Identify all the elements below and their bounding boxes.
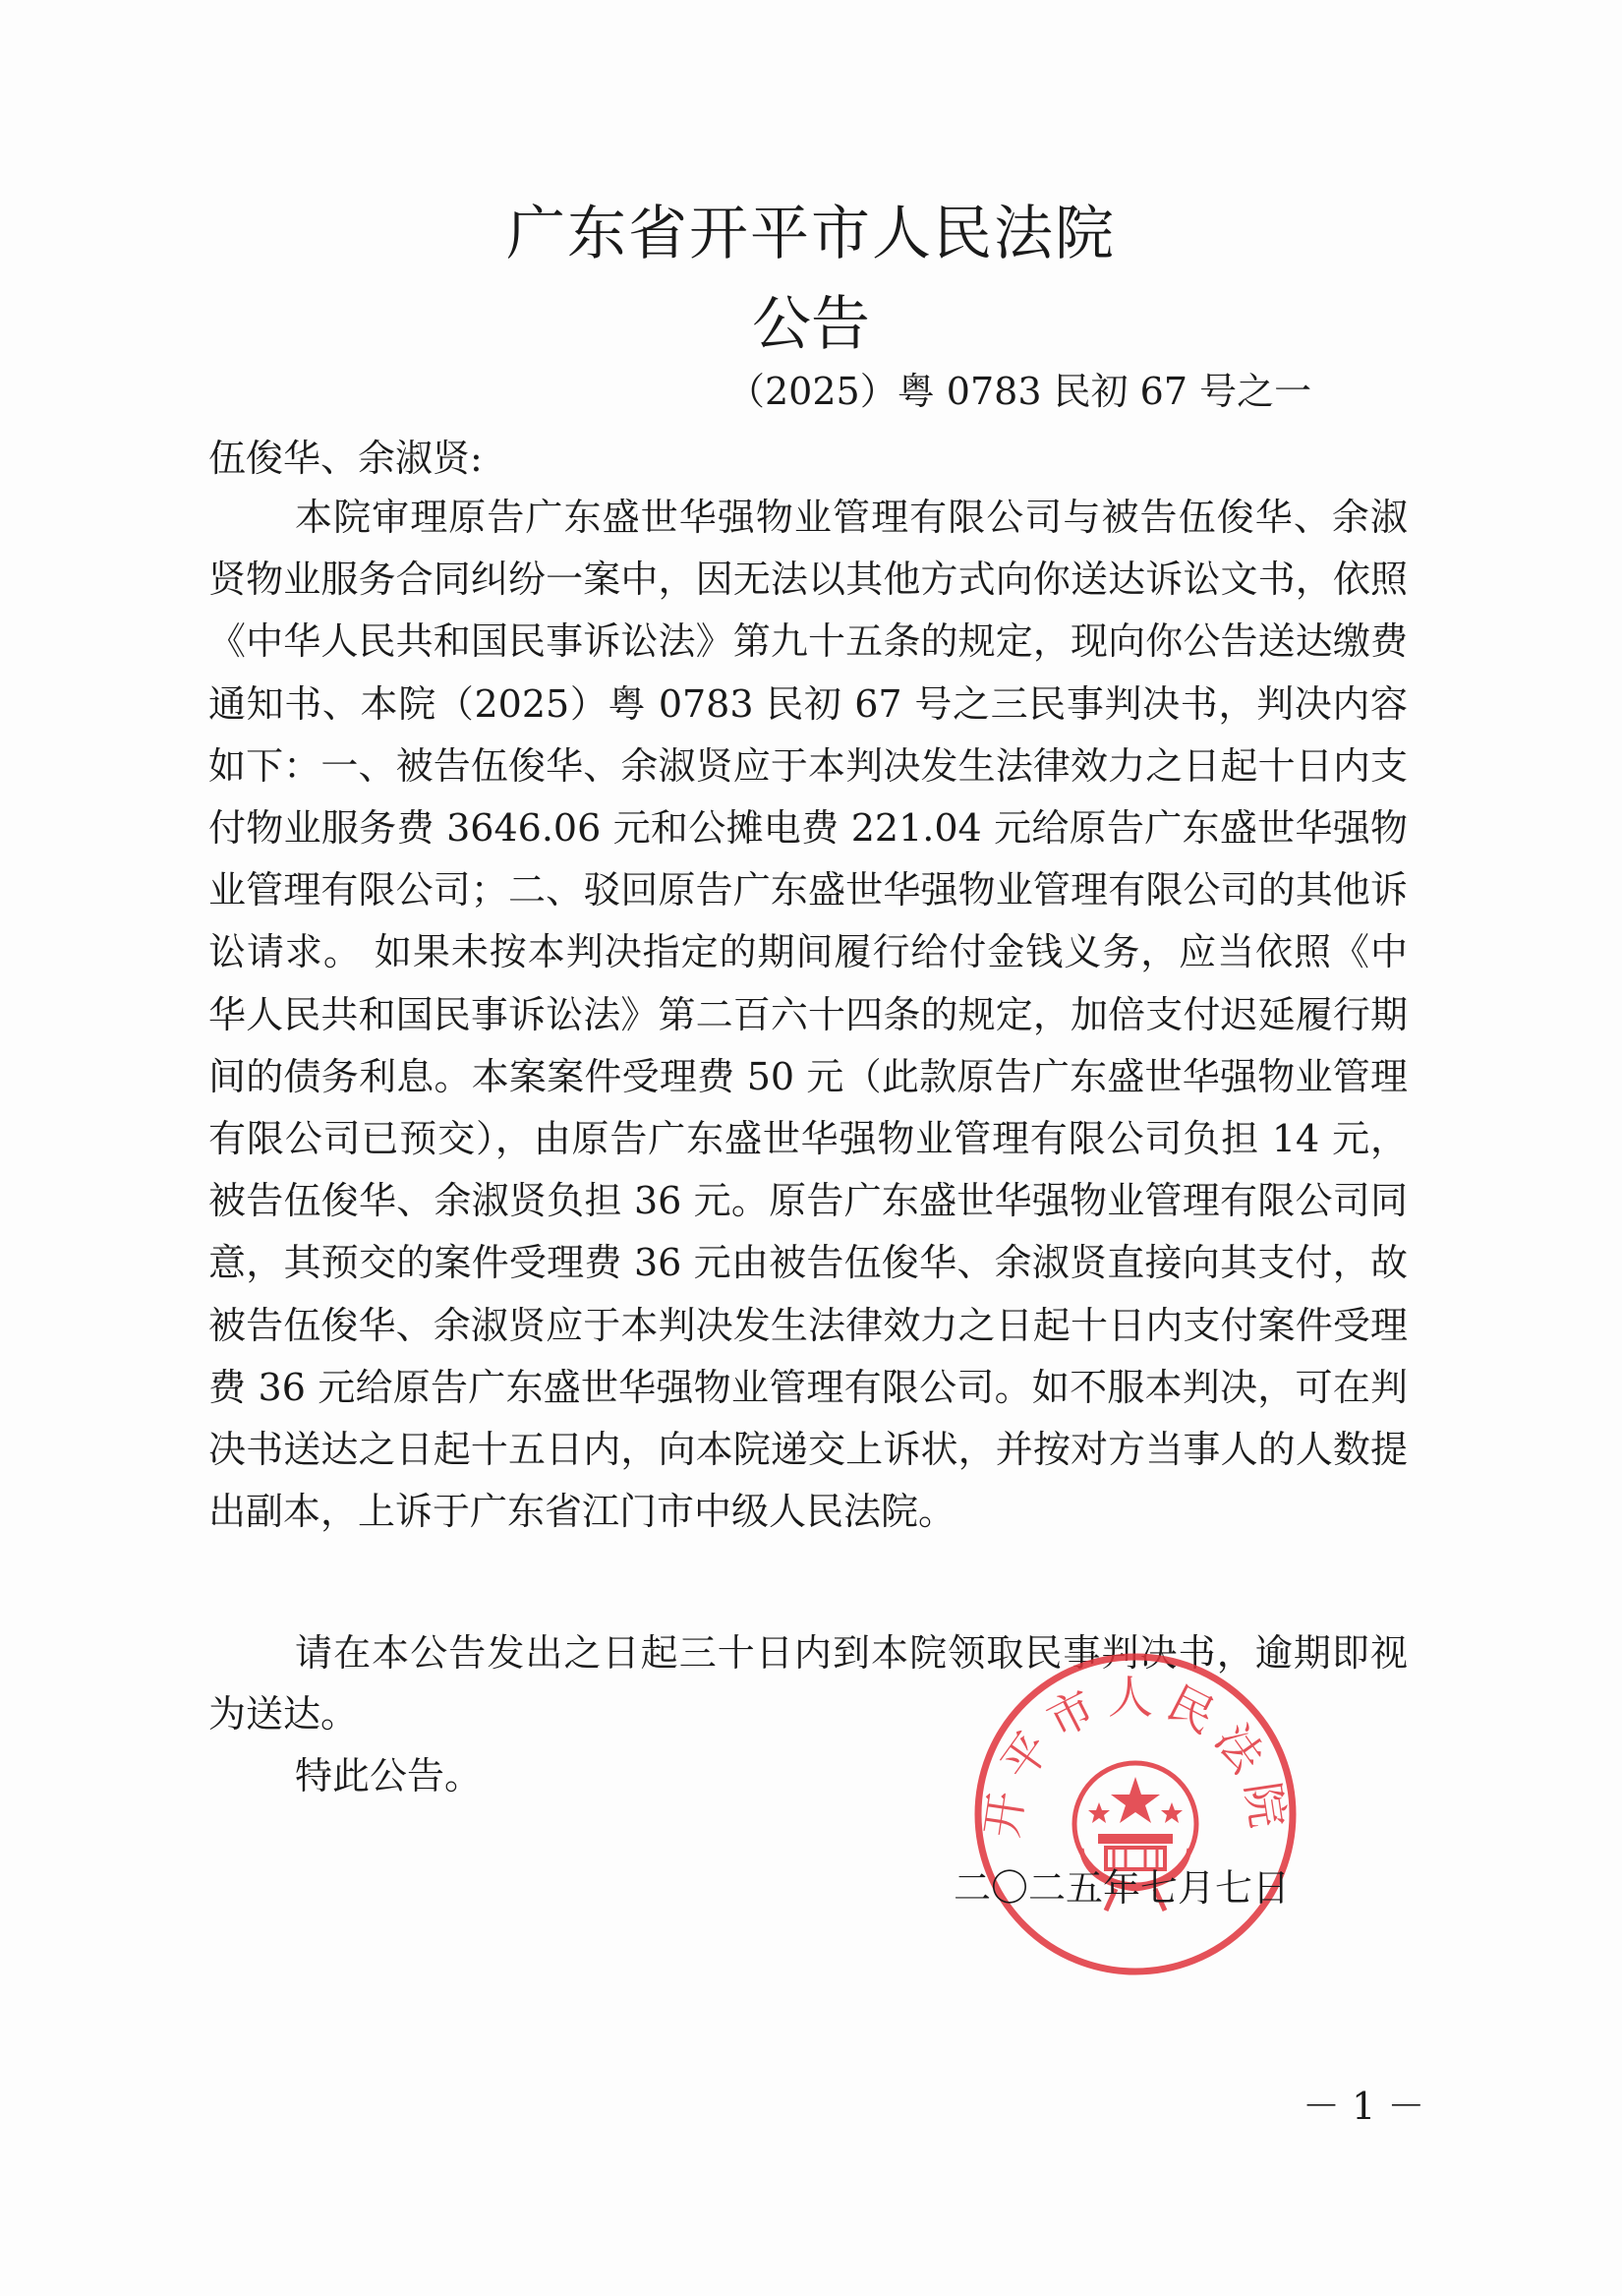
issue-date: 二〇二五年七月七日: [954, 1866, 1291, 1910]
case-number: （2025）粤 0783 民初 67 号之一: [727, 370, 1312, 413]
court-seal-stamp: [968, 1647, 1303, 1981]
seal-text: 开平市人民法院: [974, 1670, 1297, 1842]
closing-statement: 特此公告。: [295, 1754, 483, 1797]
addressee: 伍俊华、余淑贤:: [208, 437, 483, 480]
main-paragraph: 本院审理原告广东盛世华强物业管理有限公司与被告伍俊华、余淑贤物业服务合同纠纷一案中，因无法以其他方式向你送达诉讼文书，依照《中华人民共和国民事诉讼法》第九十五条的规定，现向你公告送达缴费通知书、本院（2025）粤 0783 民初 67 号之三民事判决书，判决内容如下：一、被告伍俊华、余淑贤应于本判决发生法律效力之日起十日内支付物业服务费 3646.06 元和公摊电费 221.04 元给原告广东盛世华强物业管理有限公司；二、驳回原告广东盛世华强物业管理有限公司的其他诉讼请求。 如果未按本判决指定的期间履行给付金钱义务，应当依照《中华人民共和国民事诉讼法》第二百六十四条的规定，加倍支付迟延履行期间的债务利息。本案案件受理费 50 元（此款原告广东盛世华强物业管理有限公司已预交），由原告广东盛世华强物业管理有限公司负担 14 元，被告伍俊华、余淑贤负担 36 元。原告广东盛世华强物业管理有限公司同意，其预交的案件受理费 36 元由被告伍俊华、余淑贤直接向其支付，故被告伍俊华、余淑贤应于本判决发生法律效力之日起十日内支付案件受理费 36 元给原告广东盛世华强物业管理有限公司。如不服本判决，可在判决书送达之日起十五日内，向本院递交上诉状，并按对方当事人的人数提出副本，上诉于广东省江门市中级人民法院。: [208, 496, 1408, 1534]
request-paragraph: 请在本公告发出之日起三十日内到本院领取民事判决书，逾期即视为送达。: [208, 1631, 1408, 1736]
court-name-heading: 广东省开平市人民法院: [506, 200, 1116, 268]
page-number: － 1 －: [1303, 2085, 1425, 2128]
notice-title: 公告: [752, 290, 870, 359]
svg-text:开平市人民法院: [975, 1671, 1297, 1841]
